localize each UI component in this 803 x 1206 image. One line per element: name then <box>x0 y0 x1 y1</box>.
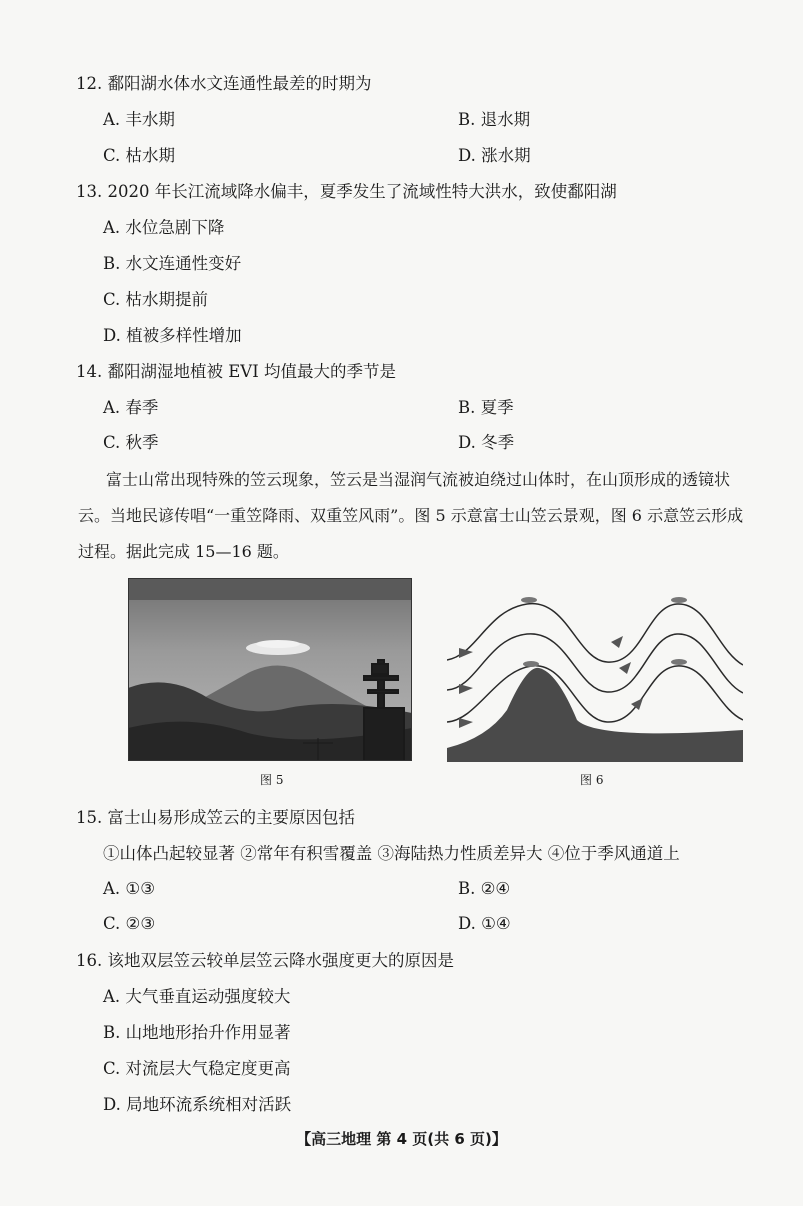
q14-option-d: D. 冬季 <box>458 433 515 452</box>
q14-option-b: B. 夏季 <box>458 398 514 417</box>
q13-option-a: A. 水位急剧下降 <box>103 218 225 237</box>
q15-option-a: A. ①③ <box>103 879 155 898</box>
q15-option-c: C. ②③ <box>103 914 156 933</box>
q13-option-d: D. 植被多样性增加 <box>103 326 242 345</box>
q12-option-b: B. 退水期 <box>458 110 531 129</box>
passage-line-1: 富士山常出现特殊的笠云现象，笠云是当湿润气流被迫绕过山体时，在山顶形成的透镜状 <box>106 470 731 489</box>
page-footer: 【高三地理 第 4 页(共 6 页)】 <box>296 1130 507 1148</box>
q14-option-c: C. 秋季 <box>103 433 159 452</box>
q15-stem: 15. 富士山易形成笠云的主要原因包括 <box>76 808 355 827</box>
q12-option-d: D. 涨水期 <box>458 146 531 165</box>
q15-option-d: D. ①④ <box>458 914 511 933</box>
fig5-caption: 图 5 <box>260 773 284 787</box>
q13-option-b: B. 水文连通性变好 <box>103 254 242 273</box>
q14-stem: 14. 鄱阳湖湿地植被 EVI 均值最大的季节是 <box>76 362 396 381</box>
q13-option-c: C. 枯水期提前 <box>103 290 209 309</box>
q13-stem: 13. 2020 年长江流域降水偏丰，夏季发生了流域性特大洪水，致使鄱阳湖 <box>76 182 617 201</box>
fig6-diagram <box>447 590 743 762</box>
passage-line-3: 过程。据此完成 15—16 题。 <box>78 542 289 561</box>
tower-structure <box>364 660 404 761</box>
fig5-fuji-photo <box>128 578 412 761</box>
q16-option-c: C. 对流层大气稳定度更高 <box>103 1059 291 1078</box>
q15-option-b: B. ②④ <box>458 879 511 898</box>
q16-option-b: B. 山地地形抬升作用显著 <box>103 1023 291 1042</box>
cloud-caps <box>521 597 687 667</box>
q15-statements: ①山体凸起较显著 ②常年有积雪覆盖 ③海陆热力性质差异大 ④位于季风通道上 <box>103 844 680 863</box>
q12-stem: 12. 鄱阳湖水体水文连通性最差的时期为 <box>76 74 372 93</box>
passage-line-2: 云。当地民谚传唱“一重笠降雨、双重笠风雨”。图 5 示意富士山笠云景观，图 6 示意笠云形成 <box>78 506 744 525</box>
mountain-silhouette <box>447 668 743 762</box>
q16-stem: 16. 该地双层笠云较单层笠云降水强度更大的原因是 <box>76 951 454 970</box>
q14-option-a: A. 春季 <box>103 398 159 417</box>
q12-option-a: A. 丰水期 <box>103 110 175 129</box>
q16-option-d: D. 局地环流系统相对活跃 <box>103 1095 292 1114</box>
fig6-caption: 图 6 <box>580 773 604 787</box>
q12-option-c: C. 枯水期 <box>103 146 176 165</box>
airflow-lines <box>447 604 743 722</box>
q16-option-a: A. 大气垂直运动强度较大 <box>103 987 291 1006</box>
